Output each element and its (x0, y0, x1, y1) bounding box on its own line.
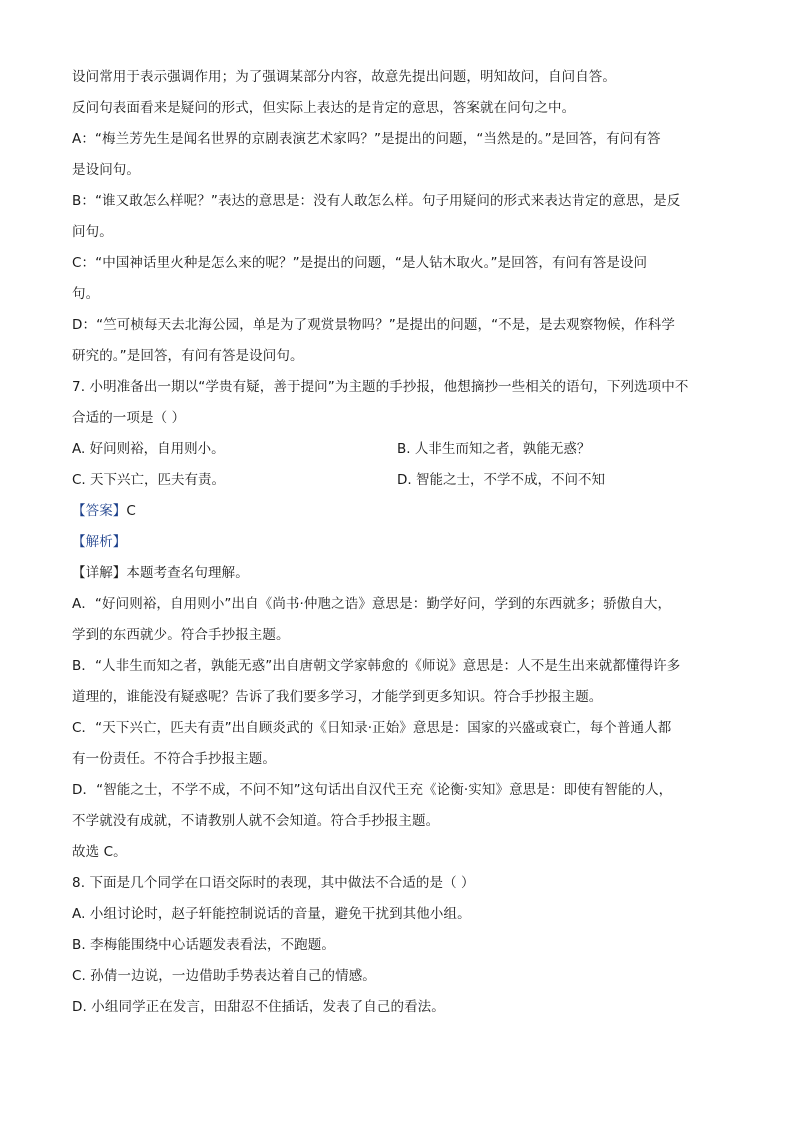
detail-text: C．“天下兴亡，匹夫有责”出自顾炎武的《日知录·正始》意思是：国家的兴盛或衰亡，每个普通人都 (72, 720, 672, 736)
q8-option-a: A. 小组讨论时，赵子轩能控制说话的音量，避免干扰到其他小组。 (72, 906, 471, 922)
text-line: 设问常用于表示强调作用；为了强调某部分内容，故意先提出问题，明知故问，自问自答。 (72, 69, 616, 85)
page-content (72, 62, 724, 1023)
option-c: C. 天下兴亡，匹夫有责。 (72, 472, 226, 488)
option-b: B. 人非生而知之者，孰能无惑？ (397, 441, 591, 457)
detail-text: 不学就没有成就，不请教别人就不会知道。符合手抄报主题。 (72, 813, 440, 829)
answer-line (72, 496, 724, 527)
option-a: A. 好问则裕，自用则小。 (72, 441, 225, 457)
detail-line (72, 558, 724, 589)
text-line: D：“竺可桢每天去北海公园，单是为了观赏景物吗？”是提出的问题，“不是，是去观察物候，作科学 (72, 317, 675, 333)
answer-value: C (126, 503, 136, 519)
text-line: 反问句表面看来是疑问的形式，但实际上表达的是肯定的意思，答案就在问句之中。 (72, 100, 576, 116)
text-line: 问句。 (72, 224, 113, 240)
analysis-label: 【解析】 (72, 534, 127, 550)
detail-text: 学到的东西就少。符合手抄报主题。 (72, 627, 290, 643)
question-7-stem: 合适的一项是（ ） (72, 410, 186, 426)
detail-text: D．“智能之士，不学不成，不问不知”这句话出自汉代王充《论衡·实知》意思是：即使有智能的人， (72, 782, 673, 798)
detail-label: 【详解】 (72, 565, 127, 581)
text-line: C：“中国神话里火种是怎么来的呢？”是提出的问题，“是人钻木取火。”是回答，有问有答是设问 (72, 255, 648, 271)
option-d: D. 智能之士，不学不成，不问不知 (397, 472, 605, 488)
q8-option-d: D. 小组同学正在发言，田甜忍不住插话，发表了自己的看法。 (72, 999, 445, 1015)
detail-text: B．“人非生而知之者，孰能无惑”出自唐朝文学家韩愈的《师说》意思是：人不是生出来就都懂得许多 (72, 658, 681, 674)
detail-text: 有一份责任。不符合手抄报主题。 (72, 751, 276, 767)
q8-option-c: C. 孙倩一边说，一边借助手势表达着自己的情感。 (72, 968, 376, 984)
conclusion: 故选 C。 (72, 844, 127, 860)
analysis-line (72, 527, 724, 558)
detail-text: 道理的，谁能没有疑惑呢？告诉了我们要多学习，才能学到更多知识。符合手抄报主题。 (72, 689, 603, 705)
text-line: A：“梅兰芳先生是闻名世界的京剧表演艺术家吗？”是提出的问题，“当然是的。”是回答，有问有答 (72, 131, 661, 147)
question-7-stem: 7. 小明准备出一期以“学贵有疑，善于提问”为主题的手抄报，他想摘抄一些相关的语句，下列选项中不 (72, 379, 689, 395)
answer-label: 【答案】 (72, 503, 127, 519)
question-8-stem: 8. 下面是几个同学在口语交际时的表现，其中做法不合适的是（ ） (72, 875, 475, 891)
q8-option-b: B. 李梅能围绕中心话题发表看法，不跑题。 (72, 937, 335, 953)
detail-text: A．“好问则裕，自用则小”出自《尚书·仲虺之诰》意思是：勤学好问，学到的东西就多；骄傲自大， (72, 596, 672, 612)
question-7-options-row (72, 434, 724, 465)
question-7-options-row (72, 465, 724, 496)
text-line: 是设问句。 (72, 162, 140, 178)
text-line: 句。 (72, 286, 100, 302)
text-line: 研究的。”是回答，有问有答是设问句。 (72, 348, 304, 364)
detail-intro: 本题考查名句理解。 (126, 565, 249, 581)
text-line: B：“谁又敢怎么样呢？”表达的意思是：没有人敢怎么样。句子用疑问的形式来表达肯定的意思，是反 (72, 193, 681, 209)
